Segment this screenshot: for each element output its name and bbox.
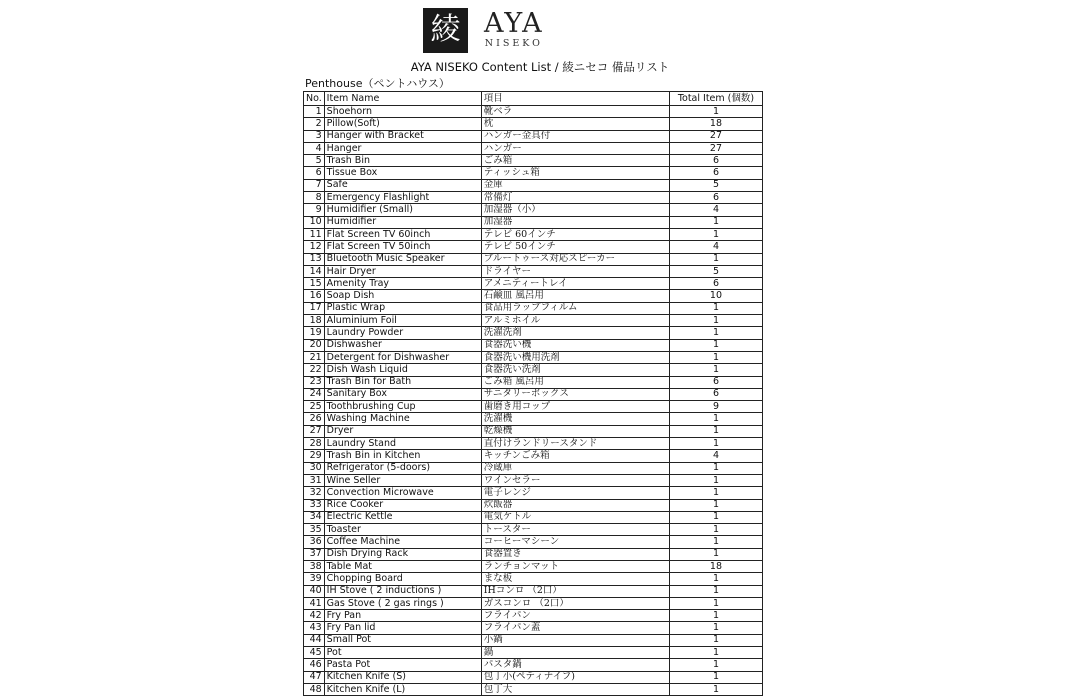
row-total-item: 1	[669, 339, 762, 351]
row-item-name: Plastic Wrap	[324, 302, 481, 314]
row-item-name: Refrigerator (5-doors)	[324, 462, 481, 474]
row-number: 10	[304, 216, 325, 228]
row-item-name: Toaster	[324, 524, 481, 536]
row-item-name: Humidifier	[324, 216, 481, 228]
row-number: 11	[304, 228, 325, 240]
row-number: 27	[304, 425, 325, 437]
row-number: 45	[304, 647, 325, 659]
row-number: 13	[304, 253, 325, 265]
row-item-japanese: ごみ箱 風呂用	[481, 376, 669, 388]
row-total-item: 1	[669, 511, 762, 523]
brand-logo	[423, 6, 544, 54]
row-item-japanese: 電気ケトル	[481, 511, 669, 523]
row-item-japanese: 食品用ラップフィルム	[481, 302, 669, 314]
row-total-item: 5	[669, 179, 762, 191]
table-row	[304, 659, 763, 671]
row-number: 20	[304, 339, 325, 351]
table-row	[304, 401, 763, 413]
table-row	[304, 634, 763, 646]
row-total-item: 1	[669, 573, 762, 585]
row-total-item: 1	[669, 228, 762, 240]
row-item-name: Bluetooth Music Speaker	[324, 253, 481, 265]
row-number: 19	[304, 327, 325, 339]
row-item-name: Pasta Pot	[324, 659, 481, 671]
row-total-item: 1	[669, 585, 762, 597]
header-no: No.	[304, 92, 325, 106]
row-item-japanese: パスタ鍋	[481, 659, 669, 671]
row-number: 6	[304, 167, 325, 179]
row-item-japanese: ハンガー金具付	[481, 130, 669, 142]
row-item-japanese: 冷蔵庫	[481, 462, 669, 474]
row-total-item: 6	[669, 376, 762, 388]
row-item-japanese: ドライヤー	[481, 265, 669, 277]
row-item-name: Wine Seller	[324, 474, 481, 486]
row-total-item: 1	[669, 438, 762, 450]
row-number: 23	[304, 376, 325, 388]
row-item-japanese: 鍋	[481, 647, 669, 659]
row-item-name: Table Mat	[324, 560, 481, 572]
row-total-item: 1	[669, 216, 762, 228]
row-item-japanese: フライパン	[481, 610, 669, 622]
row-item-name: Pot	[324, 647, 481, 659]
row-item-name: Aluminium Foil	[324, 315, 481, 327]
row-item-name: Soap Dish	[324, 290, 481, 302]
row-total-item: 1	[669, 536, 762, 548]
table-row	[304, 241, 763, 253]
row-number: 7	[304, 179, 325, 191]
row-item-japanese: コーヒーマシーン	[481, 536, 669, 548]
row-item-japanese: 食器洗い機用洗剤	[481, 351, 669, 363]
table-row	[304, 610, 763, 622]
row-total-item: 4	[669, 204, 762, 216]
row-number: 32	[304, 487, 325, 499]
row-item-name: Laundry Stand	[324, 438, 481, 450]
row-number: 47	[304, 671, 325, 683]
row-item-japanese: ワインセラー	[481, 474, 669, 486]
row-total-item: 27	[669, 130, 762, 142]
logo-name: AYA	[484, 8, 544, 39]
table-row	[304, 315, 763, 327]
row-item-japanese: 加湿器	[481, 216, 669, 228]
row-item-japanese: 食器洗い機	[481, 339, 669, 351]
row-total-item: 10	[669, 290, 762, 302]
row-item-name: Rice Cooker	[324, 499, 481, 511]
table-row	[304, 339, 763, 351]
row-number: 26	[304, 413, 325, 425]
row-item-japanese: 包丁小(ペティナイフ)	[481, 671, 669, 683]
row-item-name: Trash Bin in Kitchen	[324, 450, 481, 462]
row-total-item: 1	[669, 351, 762, 363]
row-number: 12	[304, 241, 325, 253]
row-item-name: Kitchen Knife (S)	[324, 671, 481, 683]
table-row	[304, 118, 763, 130]
row-item-name: Small Pot	[324, 634, 481, 646]
logo-subtitle: NISEKO	[484, 38, 543, 49]
section-label: Penthouse（ペントハウス）	[305, 77, 450, 90]
row-total-item: 1	[669, 364, 762, 376]
row-item-name: Trash Bin for Bath	[324, 376, 481, 388]
row-number: 8	[304, 192, 325, 204]
row-total-item: 1	[669, 302, 762, 314]
row-number: 4	[304, 142, 325, 154]
row-number: 28	[304, 438, 325, 450]
table-row	[304, 130, 763, 142]
table-row	[304, 671, 763, 683]
row-number: 1	[304, 106, 325, 118]
row-total-item: 18	[669, 560, 762, 572]
row-number: 25	[304, 401, 325, 413]
table-row	[304, 683, 763, 695]
row-item-name: Washing Machine	[324, 413, 481, 425]
table-row	[304, 192, 763, 204]
table-row	[304, 228, 763, 240]
table-row	[304, 524, 763, 536]
table-row	[304, 204, 763, 216]
row-item-japanese: 炊飯器	[481, 499, 669, 511]
row-total-item: 6	[669, 155, 762, 167]
row-number: 48	[304, 683, 325, 695]
row-item-japanese: 洗濯洗剤	[481, 327, 669, 339]
row-item-name: Shoehorn	[324, 106, 481, 118]
table-row	[304, 536, 763, 548]
row-total-item: 1	[669, 683, 762, 695]
row-item-name: Tissue Box	[324, 167, 481, 179]
row-number: 16	[304, 290, 325, 302]
row-item-japanese: 洗濯機	[481, 413, 669, 425]
row-total-item: 1	[669, 499, 762, 511]
row-item-japanese: アルミホイル	[481, 315, 669, 327]
logo-wordmark	[484, 10, 544, 50]
row-total-item: 1	[669, 315, 762, 327]
row-number: 36	[304, 536, 325, 548]
row-item-name: Emergency Flashlight	[324, 192, 481, 204]
table-row	[304, 265, 763, 277]
row-item-japanese: 食器置き	[481, 548, 669, 560]
row-item-name: Fry Pan	[324, 610, 481, 622]
table-row	[304, 425, 763, 437]
table-row	[304, 622, 763, 634]
table-row	[304, 474, 763, 486]
row-item-name: Hair Dryer	[324, 265, 481, 277]
row-total-item: 6	[669, 278, 762, 290]
row-total-item: 27	[669, 142, 762, 154]
table-row	[304, 364, 763, 376]
row-item-name: Trash Bin	[324, 155, 481, 167]
table-row	[304, 327, 763, 339]
row-total-item: 1	[669, 622, 762, 634]
row-item-name: Dish Wash Liquid	[324, 364, 481, 376]
row-number: 14	[304, 265, 325, 277]
row-total-item: 1	[669, 425, 762, 437]
row-number: 17	[304, 302, 325, 314]
header-item-japanese: 項目	[481, 92, 669, 106]
table-row	[304, 302, 763, 314]
table-row	[304, 560, 763, 572]
row-item-name: Gas Stove ( 2 gas rings )	[324, 597, 481, 609]
row-total-item: 6	[669, 388, 762, 400]
row-item-name: Dishwasher	[324, 339, 481, 351]
row-item-japanese: 常備灯	[481, 192, 669, 204]
row-item-name: Fry Pan lid	[324, 622, 481, 634]
table-row	[304, 597, 763, 609]
row-item-japanese: 電子レンジ	[481, 487, 669, 499]
row-total-item: 5	[669, 265, 762, 277]
row-item-japanese: 枕	[481, 118, 669, 130]
logo-kanji-mark: 綾	[423, 8, 468, 53]
row-item-japanese: 直付けランドリースタンド	[481, 438, 669, 450]
row-item-japanese: 乾燥機	[481, 425, 669, 437]
row-total-item: 1	[669, 413, 762, 425]
row-item-name: Laundry Powder	[324, 327, 481, 339]
row-total-item: 1	[669, 474, 762, 486]
row-total-item: 1	[669, 487, 762, 499]
row-item-name: Toothbrushing Cup	[324, 401, 481, 413]
table-row	[304, 167, 763, 179]
row-item-name: Flat Screen TV 50inch	[324, 241, 481, 253]
row-total-item: 18	[669, 118, 762, 130]
row-item-name: Coffee Machine	[324, 536, 481, 548]
row-item-name: Flat Screen TV 60inch	[324, 228, 481, 240]
row-item-japanese: ごみ箱	[481, 155, 669, 167]
table-row	[304, 376, 763, 388]
table-row	[304, 499, 763, 511]
row-total-item: 1	[669, 462, 762, 474]
row-number: 31	[304, 474, 325, 486]
row-number: 35	[304, 524, 325, 536]
table-row	[304, 647, 763, 659]
row-item-japanese: ブルートゥース対応スピーカー	[481, 253, 669, 265]
row-total-item: 1	[669, 597, 762, 609]
row-item-japanese: トースター	[481, 524, 669, 536]
row-number: 24	[304, 388, 325, 400]
row-number: 29	[304, 450, 325, 462]
row-number: 18	[304, 315, 325, 327]
row-number: 38	[304, 560, 325, 572]
row-total-item: 4	[669, 241, 762, 253]
row-item-name: Safe	[324, 179, 481, 191]
table-row	[304, 548, 763, 560]
row-item-japanese: 食器洗い洗剤	[481, 364, 669, 376]
row-number: 34	[304, 511, 325, 523]
row-number: 2	[304, 118, 325, 130]
row-item-name: IH Stove ( 2 inductions )	[324, 585, 481, 597]
row-item-japanese: まな板	[481, 573, 669, 585]
row-item-name: Hanger	[324, 142, 481, 154]
table-row	[304, 585, 763, 597]
table-row	[304, 388, 763, 400]
table-row	[304, 511, 763, 523]
row-item-japanese: ガスコンロ （2口）	[481, 597, 669, 609]
row-total-item: 4	[669, 450, 762, 462]
row-item-name: Pillow(Soft)	[324, 118, 481, 130]
row-total-item: 1	[669, 253, 762, 265]
row-number: 39	[304, 573, 325, 585]
row-item-japanese: テレビ 60インチ	[481, 228, 669, 240]
row-number: 33	[304, 499, 325, 511]
header-total-item: Total Item (個数)	[669, 92, 762, 106]
row-item-japanese: 歯磨き用コップ	[481, 401, 669, 413]
header-item-name: Item Name	[324, 92, 481, 106]
row-item-japanese: 加湿器（小）	[481, 204, 669, 216]
table-row	[304, 487, 763, 499]
row-number: 5	[304, 155, 325, 167]
row-total-item: 1	[669, 327, 762, 339]
row-total-item: 9	[669, 401, 762, 413]
table-row	[304, 290, 763, 302]
row-item-name: Hanger with Bracket	[324, 130, 481, 142]
row-item-japanese: IHコンロ （2口）	[481, 585, 669, 597]
row-item-name: Dryer	[324, 425, 481, 437]
row-number: 46	[304, 659, 325, 671]
row-item-japanese: 金庫	[481, 179, 669, 191]
row-number: 22	[304, 364, 325, 376]
row-item-name: Electric Kettle	[324, 511, 481, 523]
table-row	[304, 179, 763, 191]
row-total-item: 6	[669, 167, 762, 179]
row-item-japanese: ティッシュ箱	[481, 167, 669, 179]
row-total-item: 1	[669, 659, 762, 671]
row-item-name: Chopping Board	[324, 573, 481, 585]
table-row	[304, 278, 763, 290]
table-header-row	[304, 92, 763, 106]
table-row	[304, 573, 763, 585]
row-number: 21	[304, 351, 325, 363]
table-row	[304, 106, 763, 118]
row-item-name: Convection Microwave	[324, 487, 481, 499]
row-item-japanese: アメニティートレイ	[481, 278, 669, 290]
row-item-name: Amenity Tray	[324, 278, 481, 290]
row-number: 42	[304, 610, 325, 622]
row-item-name: Kitchen Knife (L)	[324, 683, 481, 695]
table-row	[304, 155, 763, 167]
content-list-table	[303, 91, 763, 696]
row-number: 9	[304, 204, 325, 216]
table-row	[304, 450, 763, 462]
row-item-japanese: 包丁大	[481, 683, 669, 695]
row-number: 41	[304, 597, 325, 609]
table-row	[304, 438, 763, 450]
row-total-item: 1	[669, 634, 762, 646]
row-item-japanese: ハンガー	[481, 142, 669, 154]
row-total-item: 1	[669, 106, 762, 118]
row-item-japanese: フライパン蓋	[481, 622, 669, 634]
row-item-japanese: 小鍋	[481, 634, 669, 646]
row-item-japanese: ランチョンマット	[481, 560, 669, 572]
table-row	[304, 462, 763, 474]
table-row	[304, 413, 763, 425]
row-number: 3	[304, 130, 325, 142]
row-number: 43	[304, 622, 325, 634]
row-item-japanese: 靴ベラ	[481, 106, 669, 118]
row-total-item: 1	[669, 610, 762, 622]
row-total-item: 1	[669, 671, 762, 683]
document-title: AYA NISEKO Content List / 綾ニセコ 備品リスト	[410, 60, 670, 74]
row-item-japanese: キッチンごみ箱	[481, 450, 669, 462]
row-item-name: Detergent for Dishwasher	[324, 351, 481, 363]
table-row	[304, 142, 763, 154]
row-item-japanese: サニタリーボックス	[481, 388, 669, 400]
table-row	[304, 253, 763, 265]
row-number: 44	[304, 634, 325, 646]
row-total-item: 6	[669, 192, 762, 204]
row-number: 30	[304, 462, 325, 474]
row-number: 37	[304, 548, 325, 560]
table-row	[304, 351, 763, 363]
row-item-japanese: 石鹸皿 風呂用	[481, 290, 669, 302]
row-item-name: Dish Drying Rack	[324, 548, 481, 560]
row-item-japanese: テレビ 50インチ	[481, 241, 669, 253]
row-total-item: 1	[669, 548, 762, 560]
table-row	[304, 216, 763, 228]
table-body	[304, 106, 763, 696]
row-total-item: 1	[669, 524, 762, 536]
row-item-name: Humidifier (Small)	[324, 204, 481, 216]
row-total-item: 1	[669, 647, 762, 659]
row-number: 15	[304, 278, 325, 290]
row-item-name: Sanitary Box	[324, 388, 481, 400]
row-number: 40	[304, 585, 325, 597]
